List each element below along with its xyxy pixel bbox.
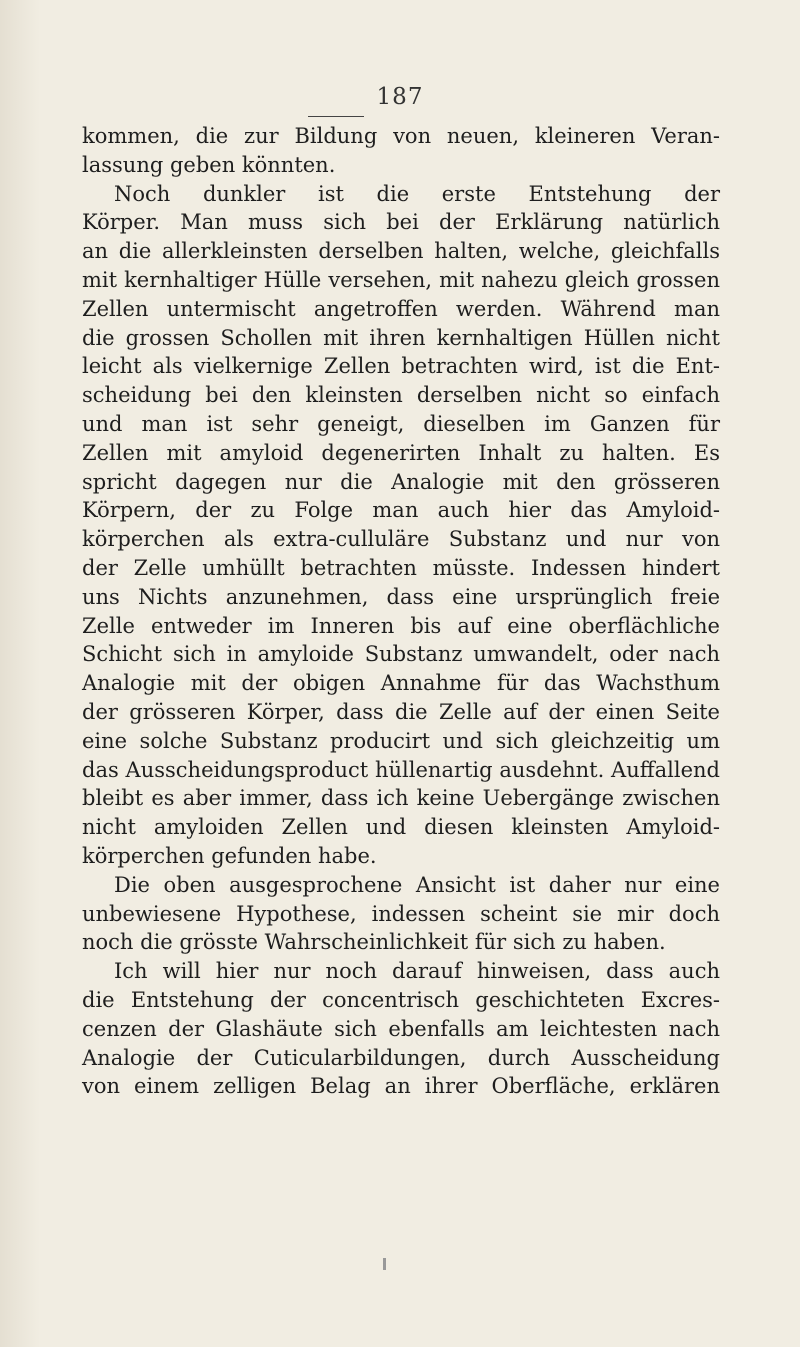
text-line: Zellen mit amyloid degenerirten Inhalt zu halten. Es	[82, 440, 720, 465]
text-line: Schicht sich in amyloide Substanz umwandelt, oder nach	[82, 642, 720, 667]
text-line: uns Nichts anzunehmen, dass eine ursprünglich freie	[82, 584, 720, 609]
text-line: scheidung bei den kleinsten derselben nicht so einfach	[82, 383, 720, 408]
text-line: Die oben ausgesprochene Ansicht ist daher nur eine	[114, 872, 720, 897]
text-line: mit kernhaltiger Hülle versehen, mit nahezu gleich grossen	[82, 267, 720, 292]
text-line: Analogie der Cuticularbildungen, durch Ausscheidung	[82, 1045, 720, 1070]
text-line: von einem zelligen Belag an ihrer Oberfläche, erklären	[82, 1074, 720, 1099]
text-line: der grösseren Körper, dass die Zelle auf der einen Seite	[82, 699, 720, 724]
text-line: bleibt es aber immer, dass ich keine Uebergänge zwischen	[82, 786, 720, 811]
text-line: Körper. Man muss sich bei der Erklärung natürlich	[82, 210, 720, 235]
text-line: der Zelle umhüllt betrachten müsste. Indessen hindert	[82, 555, 720, 580]
text-line: noch die grösste Wahrscheinlichkeit für sich zu haben.	[82, 930, 666, 955]
text-line: spricht dagegen nur die Analogie mit den grösseren	[82, 469, 720, 494]
text-line: leicht als vielkernige Zellen betrachten wird, ist die Ent-	[82, 354, 720, 379]
text-line: Ich will hier nur noch darauf hinweisen, dass auch	[114, 959, 720, 984]
text-line: Zelle entweder im Inneren bis auf eine oberflächliche	[82, 613, 720, 638]
body-text	[82, 122, 720, 1101]
text-line: Zellen untermischt angetroffen werden. Während man	[82, 296, 720, 321]
text-line: an die allerkleinsten derselben halten, welche, gleichfalls	[82, 239, 720, 264]
text-line: nicht amyloiden Zellen und diesen kleinsten Amyloid-	[82, 815, 720, 840]
text-line: Analogie mit der obigen Annahme für das Wachsthum	[82, 671, 720, 696]
print-mark	[383, 1258, 386, 1270]
page-number-underline	[308, 116, 364, 117]
text-line: die Entstehung der concentrisch geschichteten Excres-	[82, 987, 720, 1012]
text-line: kommen, die zur Bildung von neuen, kleineren Veran-	[82, 124, 720, 148]
text-line: Noch dunkler ist die erste Entstehung der	[114, 181, 720, 206]
text-line: cenzen der Glashäute sich ebenfalls am leichtesten nach	[82, 1016, 720, 1041]
text-line: Körpern, der zu Folge man auch hier das Amyloid-	[82, 498, 720, 523]
text-line: und man ist sehr geneigt, dieselben im Ganzen für	[82, 411, 720, 436]
page-number: 187	[376, 84, 424, 110]
text-line: das Ausscheidungsproduct hüllenartig ausdehnt. Auffallend	[82, 757, 720, 782]
text-line: körperchen als extra-culluläre Substanz und nur von	[82, 527, 720, 552]
text-line: eine solche Substanz producirt und sich gleichzeitig um	[82, 728, 720, 753]
text-line: unbewiesene Hypothese, indessen scheint sie mir doch	[82, 901, 720, 926]
text-line: die grossen Schollen mit ihren kernhaltigen Hüllen nicht	[82, 325, 720, 350]
text-line: körperchen gefunden habe.	[82, 843, 377, 868]
text-line: lassung geben könnten.	[82, 152, 336, 177]
